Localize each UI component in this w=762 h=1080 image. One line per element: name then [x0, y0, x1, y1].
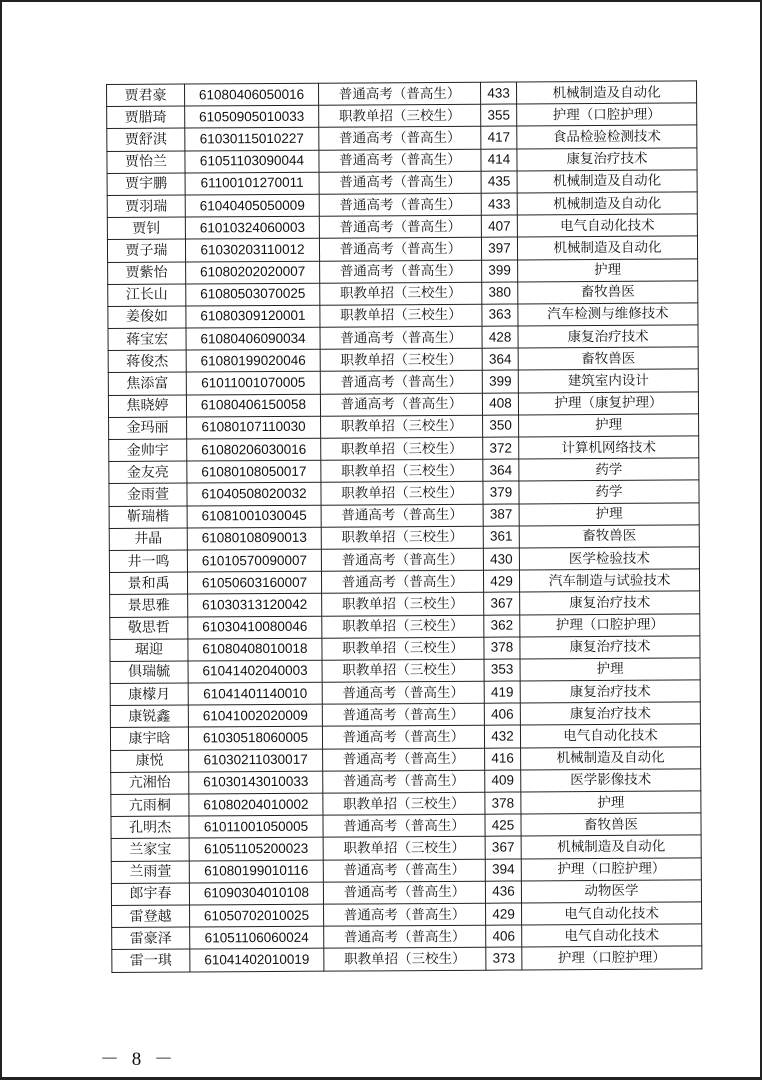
cell-major: 护理（康复护理） — [518, 392, 698, 415]
cell-score: 433 — [480, 82, 516, 104]
cell-name: 景和禹 — [109, 572, 187, 595]
table-row — [112, 946, 702, 972]
cell-name: 俱瑞毓 — [110, 661, 188, 684]
cell-name: 贾怡兰 — [107, 151, 185, 174]
cell-major: 护理 — [519, 414, 699, 437]
cell-name: 贾宇鹏 — [107, 173, 185, 196]
cell-name: 金友亮 — [109, 461, 187, 484]
cell-name: 雷登越 — [112, 905, 190, 928]
cell-score: 399 — [482, 259, 518, 281]
cell-name: 贾子瑞 — [107, 239, 185, 262]
cell-major: 机械制造及自动化 — [517, 236, 697, 259]
cell-score: 364 — [482, 348, 518, 370]
cell-exam-id: 61040508020032 — [187, 483, 321, 506]
cell-admission-type: 普通高考（普高生） — [321, 548, 483, 571]
cell-admission-type: 职教单招（三校生） — [321, 482, 483, 505]
cell-score: 417 — [481, 126, 517, 148]
cell-exam-id: 61030518060005 — [188, 727, 322, 750]
cell-admission-type: 普通高考（普高生） — [323, 859, 485, 882]
cell-major: 机械制造及自动化 — [516, 81, 696, 104]
cell-exam-id: 61080406150058 — [186, 394, 320, 417]
cell-exam-id: 61080406050016 — [185, 83, 319, 106]
cell-name: 蒋宝宏 — [108, 328, 186, 351]
cell-score: 408 — [482, 393, 518, 415]
cell-name: 姜俊如 — [108, 306, 186, 329]
cell-score: 397 — [481, 237, 517, 259]
table-body — [107, 81, 702, 972]
page-border-top — [0, 0, 762, 2]
cell-score: 430 — [483, 548, 519, 570]
cell-admission-type: 普通高考（普高生） — [319, 127, 481, 150]
cell-name: 贾舒淇 — [107, 128, 185, 151]
cell-exam-id: 61080202020007 — [186, 261, 320, 284]
cell-admission-type: 职教单招（三校生） — [319, 104, 481, 127]
cell-name: 金玛丽 — [109, 417, 187, 440]
cell-name: 贾紫怡 — [108, 262, 186, 285]
cell-major: 护理（口腔护理） — [521, 857, 701, 880]
cell-major: 畜牧兽医 — [518, 281, 698, 304]
cell-name: 蒋俊杰 — [108, 350, 186, 373]
cell-name: 敬思哲 — [110, 617, 188, 640]
page-number: － 8 － — [100, 1049, 178, 1070]
cell-admission-type: 职教单招（三校生） — [322, 615, 484, 638]
cell-exam-id: 61050603160007 — [187, 571, 321, 594]
cell-major: 畜牧兽医 — [521, 813, 701, 836]
cell-name: 雷豪泽 — [112, 927, 190, 950]
cell-name: 雷一琪 — [112, 949, 190, 972]
cell-score: 407 — [481, 215, 517, 237]
cell-name: 靳瑞楷 — [109, 506, 187, 529]
cell-score: 362 — [484, 614, 520, 636]
cell-name: 康宇晗 — [110, 727, 188, 750]
cell-major: 机械制造及自动化 — [521, 747, 701, 770]
cell-score: 367 — [484, 592, 520, 614]
cell-exam-id: 61080309120001 — [186, 305, 320, 328]
cell-name: 井一鸣 — [109, 550, 187, 573]
cell-name: 康锐鑫 — [110, 705, 188, 728]
cell-major: 药学 — [519, 458, 699, 481]
cell-score: 355 — [481, 104, 517, 126]
cell-score: 419 — [484, 681, 520, 703]
cell-name: 江长山 — [108, 284, 186, 307]
cell-admission-type: 普通高考（普高生） — [324, 903, 486, 926]
cell-name: 金雨萱 — [109, 483, 187, 506]
cell-exam-id: 61080406090034 — [186, 327, 320, 350]
cell-exam-id: 61030115010227 — [185, 128, 319, 151]
cell-exam-id: 61041401140010 — [188, 682, 322, 705]
cell-major: 药学 — [519, 480, 699, 503]
cell-exam-id: 61080107110030 — [187, 416, 321, 439]
cell-score: 406 — [486, 925, 522, 947]
cell-major: 康复治疗技术 — [520, 702, 700, 725]
cell-major: 动物医学 — [521, 880, 701, 903]
cell-score: 379 — [483, 481, 519, 503]
cell-major: 电气自动化技术 — [522, 902, 702, 925]
cell-major: 食品检验检测技术 — [517, 125, 697, 148]
cell-score: 429 — [486, 903, 522, 925]
cell-name: 金帅宇 — [109, 439, 187, 462]
cell-admission-type: 普通高考（普高生） — [322, 703, 484, 726]
cell-exam-id: 61010570090007 — [187, 549, 321, 572]
cell-major: 畜牧兽医 — [519, 525, 699, 548]
cell-score: 387 — [483, 504, 519, 526]
cell-admission-type: 普通高考（普高生） — [324, 925, 486, 948]
cell-name: 焦添富 — [108, 372, 186, 395]
cell-exam-id: 61050905010033 — [185, 105, 319, 128]
cell-admission-type: 普通高考（普高生） — [320, 393, 482, 416]
cell-exam-id: 61030203110012 — [185, 239, 319, 262]
cell-exam-id: 61080206030016 — [187, 438, 321, 461]
cell-exam-id: 61050702010025 — [190, 904, 324, 927]
cell-admission-type: 普通高考（普高生） — [319, 193, 481, 216]
cell-admission-type: 普通高考（普高生） — [322, 726, 484, 749]
cell-score: 378 — [484, 637, 520, 659]
cell-major: 护理 — [521, 791, 701, 814]
cell-major: 医学检验技术 — [519, 547, 699, 570]
cell-name: 兰家宝 — [111, 838, 189, 861]
cell-exam-id: 61030143010033 — [189, 771, 323, 794]
cell-score: 435 — [481, 171, 517, 193]
cell-exam-id: 61041002020009 — [188, 704, 322, 727]
cell-major: 机械制造及自动化 — [521, 835, 701, 858]
cell-admission-type: 普通高考（普高生） — [320, 326, 482, 349]
cell-score: 364 — [483, 459, 519, 481]
cell-exam-id: 61090304010108 — [189, 882, 323, 905]
cell-major: 康复治疗技术 — [520, 591, 700, 614]
cell-exam-id: 61080108050017 — [187, 460, 321, 483]
cell-admission-type: 普通高考（普高生） — [319, 149, 481, 172]
cell-name: 兰雨萱 — [111, 861, 189, 884]
cell-score: 350 — [483, 415, 519, 437]
admission-list-table — [106, 80, 702, 972]
cell-admission-type: 普通高考（普高生） — [321, 570, 483, 593]
cell-exam-id: 61011001050005 — [189, 815, 323, 838]
cell-score: 433 — [481, 193, 517, 215]
cell-exam-id: 61030410080046 — [188, 616, 322, 639]
cell-admission-type: 职教单招（三校生） — [321, 437, 483, 460]
cell-major: 护理（口腔护理） — [522, 946, 702, 969]
cell-major: 康复治疗技术 — [517, 147, 697, 170]
cell-exam-id: 61080108090013 — [187, 527, 321, 550]
cell-exam-id: 61051105200023 — [189, 838, 323, 861]
cell-name: 景思雅 — [110, 594, 188, 617]
cell-exam-id: 61080199010116 — [189, 860, 323, 883]
cell-admission-type: 普通高考（普高生） — [323, 748, 485, 771]
cell-admission-type: 职教单招（三校生） — [321, 459, 483, 482]
cell-major: 电气自动化技术 — [517, 214, 697, 237]
cell-admission-type: 普通高考（普高生） — [318, 82, 480, 105]
cell-exam-id: 61041402010019 — [190, 948, 324, 971]
cell-admission-type: 职教单招（三校生） — [323, 792, 485, 815]
cell-major: 畜牧兽医 — [518, 347, 698, 370]
cell-exam-id: 61080199020046 — [186, 349, 320, 372]
cell-admission-type: 职教单招（三校生） — [322, 659, 484, 682]
cell-admission-type: 职教单招（三校生） — [321, 526, 483, 549]
cell-admission-type: 普通高考（普高生） — [323, 814, 485, 837]
cell-score: 429 — [483, 570, 519, 592]
cell-admission-type: 普通高考（普高生） — [323, 881, 485, 904]
cell-admission-type: 普通高考（普高生） — [319, 215, 481, 238]
cell-name: 康檬月 — [110, 683, 188, 706]
cell-exam-id: 61100101270011 — [185, 172, 319, 195]
cell-admission-type: 普通高考（普高生） — [319, 171, 481, 194]
cell-score: 361 — [483, 526, 519, 548]
cell-major: 康复治疗技术 — [520, 636, 700, 659]
cell-name: 贾腊琦 — [107, 106, 185, 129]
cell-admission-type: 职教单招（三校生） — [320, 282, 482, 305]
cell-major: 护理 — [519, 502, 699, 525]
cell-score: 416 — [485, 748, 521, 770]
cell-score: 353 — [484, 659, 520, 681]
cell-exam-id: 61080408010018 — [188, 638, 322, 661]
cell-major: 护理（口腔护理） — [520, 613, 700, 636]
admission-list-table-wrapper — [106, 80, 701, 972]
cell-admission-type: 职教单招（三校生） — [320, 304, 482, 327]
cell-major: 机械制造及自动化 — [517, 192, 697, 215]
cell-major: 康复治疗技术 — [518, 325, 698, 348]
cell-exam-id: 61011001070005 — [186, 372, 320, 395]
cell-score: 428 — [482, 326, 518, 348]
cell-major: 计算机网络技术 — [519, 436, 699, 459]
cell-exam-id: 61051106060024 — [190, 926, 324, 949]
cell-score: 367 — [485, 836, 521, 858]
cell-name: 井晶 — [109, 528, 187, 551]
cell-major: 护理 — [520, 658, 700, 681]
cell-exam-id: 61030313120042 — [188, 594, 322, 617]
page-border-left — [0, 0, 2, 1080]
cell-score: 380 — [482, 282, 518, 304]
cell-major: 电气自动化技术 — [520, 724, 700, 747]
cell-score: 409 — [485, 770, 521, 792]
cell-major: 机械制造及自动化 — [517, 170, 697, 193]
cell-name: 郎宇春 — [111, 883, 189, 906]
cell-admission-type: 职教单招（三校生） — [322, 637, 484, 660]
cell-name: 琚迎 — [110, 639, 188, 662]
cell-score: 373 — [486, 947, 522, 969]
cell-major: 汽车检测与维修技术 — [518, 303, 698, 326]
cell-name: 焦晓婷 — [108, 395, 186, 418]
cell-major: 建筑室内设计 — [518, 369, 698, 392]
cell-score: 425 — [485, 814, 521, 836]
cell-name: 亢湘怡 — [111, 772, 189, 795]
cell-exam-id: 61081001030045 — [187, 505, 321, 528]
cell-major: 护理 — [518, 258, 698, 281]
cell-name: 贾羽瑞 — [107, 195, 185, 218]
cell-exam-id: 61080204010002 — [189, 793, 323, 816]
cell-exam-id: 61030211030017 — [189, 749, 323, 772]
cell-name: 贾钊 — [107, 217, 185, 240]
cell-score: 363 — [482, 304, 518, 326]
cell-admission-type: 职教单招（三校生） — [323, 837, 485, 860]
cell-score: 436 — [485, 881, 521, 903]
cell-admission-type: 普通高考（普高生） — [321, 504, 483, 527]
cell-admission-type: 普通高考（普高生） — [320, 371, 482, 394]
cell-name: 亢雨桐 — [111, 794, 189, 817]
cell-score: 394 — [485, 859, 521, 881]
cell-admission-type: 普通高考（普高生） — [319, 238, 481, 261]
cell-score: 406 — [484, 703, 520, 725]
cell-exam-id: 61041402040003 — [188, 660, 322, 683]
cell-name: 康悦 — [111, 750, 189, 773]
cell-major: 护理（口腔护理） — [517, 103, 697, 126]
cell-admission-type: 职教单招（三校生） — [322, 593, 484, 616]
cell-name: 贾君豪 — [107, 84, 185, 107]
cell-admission-type: 职教单招（三校生） — [321, 415, 483, 438]
cell-exam-id: 61080503070025 — [186, 283, 320, 306]
cell-name: 孔明杰 — [111, 816, 189, 839]
cell-major: 汽车制造与试验技术 — [519, 569, 699, 592]
cell-score: 378 — [485, 792, 521, 814]
cell-major: 电气自动化技术 — [522, 924, 702, 947]
cell-major: 医学影像技术 — [521, 769, 701, 792]
cell-admission-type: 普通高考（普高生） — [322, 681, 484, 704]
cell-score: 372 — [483, 437, 519, 459]
cell-major: 康复治疗技术 — [520, 680, 700, 703]
cell-score: 399 — [482, 370, 518, 392]
cell-admission-type: 职教单招（三校生） — [320, 348, 482, 371]
cell-admission-type: 职教单招（三校生） — [324, 948, 486, 971]
cell-score: 432 — [484, 725, 520, 747]
cell-admission-type: 普通高考（普高生） — [320, 260, 482, 283]
cell-exam-id: 61010324060003 — [185, 216, 319, 239]
cell-exam-id: 61051103090044 — [185, 150, 319, 173]
cell-score: 414 — [481, 149, 517, 171]
cell-exam-id: 61040405050009 — [185, 194, 319, 217]
cell-admission-type: 普通高考（普高生） — [323, 770, 485, 793]
